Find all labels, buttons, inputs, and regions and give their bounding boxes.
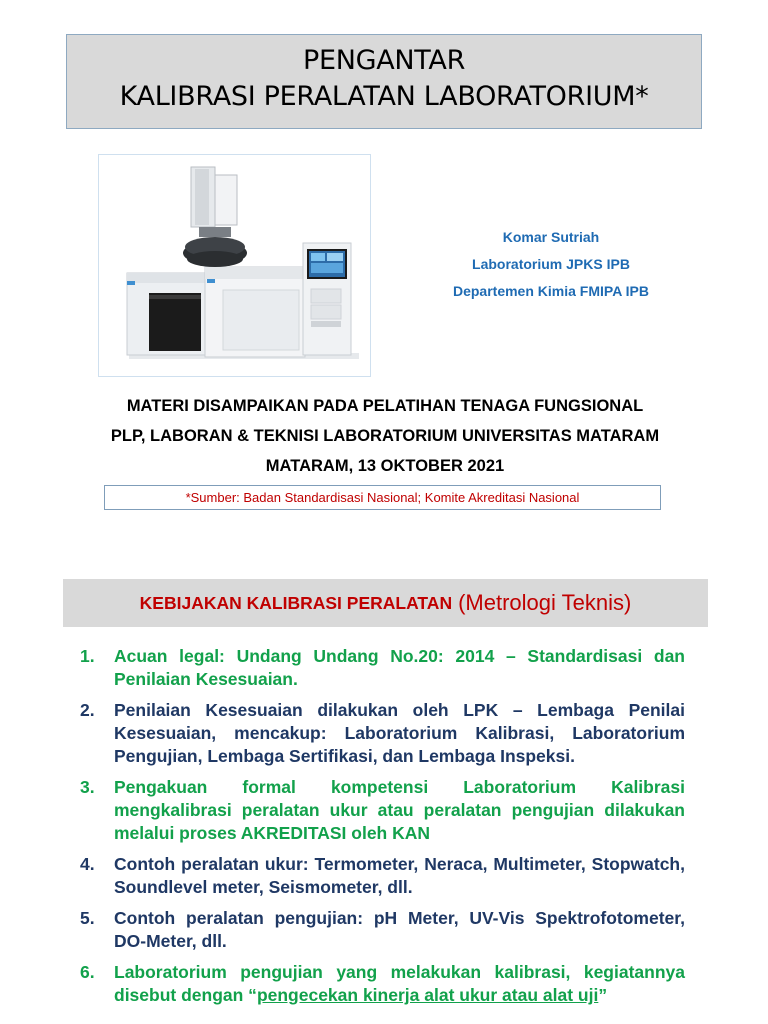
item-number: 3. bbox=[80, 777, 95, 797]
author-lab: Laboratorium JPKS IPB bbox=[472, 256, 630, 272]
author-block bbox=[400, 224, 702, 305]
item-number: 5. bbox=[80, 908, 95, 928]
list-item bbox=[80, 853, 685, 899]
instrument-photo bbox=[98, 154, 371, 377]
list-item bbox=[80, 907, 685, 953]
source-note: *Sumber: Badan Standardisasi Nasional; Komite Akreditasi Nasional bbox=[104, 485, 661, 510]
materi-line-3: MATARAM, 13 OKTOBER 2021 bbox=[265, 457, 505, 475]
title-line-2: KALIBRASI PERALATAN LABORATORIUM* bbox=[119, 81, 649, 112]
slide1-title bbox=[66, 34, 702, 129]
header-main: KEBIJAKAN KALIBRASI PERALATAN bbox=[139, 592, 453, 613]
item-text bbox=[114, 961, 685, 1007]
slide2-header bbox=[63, 579, 708, 627]
materi-block bbox=[60, 391, 710, 481]
list-item bbox=[80, 645, 685, 691]
item-text-underlined: pengecekan kinerja alat ukur atau alat uji bbox=[256, 985, 599, 1005]
list-item bbox=[80, 699, 685, 768]
item-number: 2. bbox=[80, 700, 95, 720]
item-number: 4. bbox=[80, 854, 95, 874]
gc-ms-instrument-icon bbox=[99, 155, 370, 376]
item-text: Contoh peralatan pengujian: pH Meter, UV-Vis Spektrofotometer, DO-Meter, dll. bbox=[114, 908, 685, 951]
item-text: Contoh peralatan ukur: Termometer, Neraca, Multimeter, Stopwatch, Soundlevel meter, Seismometer, dll. bbox=[114, 854, 685, 897]
list-item bbox=[80, 776, 685, 845]
author-department: Departemen Kimia FMIPA IPB bbox=[452, 283, 650, 299]
materi-line-2: PLP, LABORAN & TEKNISI LABORATORIUM UNIVERSITAS MATARAM bbox=[110, 427, 660, 445]
item-text-before: Laboratorium pengujian yang melakukan kalibrasi, kegiatannya disebut dengan “ bbox=[114, 962, 685, 1005]
policy-list bbox=[80, 645, 685, 1015]
item-text: Penilaian Kesesuaian dilakukan oleh LPK – Lembaga Penilai Kesesuaian, mencakup: Laboratorium Kalibrasi, Laboratorium Pengujian, Lembaga Sertifikasi, dan Lembaga Inspeksi. bbox=[114, 700, 685, 766]
item-text: Acuan legal: Undang Undang No.20: 2014 – Standardisasi dan Penilaian Kesesuaian. bbox=[114, 646, 685, 689]
item-number: 1. bbox=[80, 646, 95, 666]
item-text: Pengakuan formal kompetensi Laboratorium Kalibrasi mengkalibrasi peralatan ukur atau peralatan pengujian dilakukan melalui proses AKREDITASI oleh KAN bbox=[114, 777, 685, 843]
title-line-1: PENGANTAR bbox=[302, 45, 466, 76]
item-number: 6. bbox=[80, 962, 95, 982]
item-text-after: ” bbox=[598, 985, 608, 1005]
header-sub: (Metrologi Teknis) bbox=[458, 590, 632, 615]
author-name: Komar Sutriah bbox=[502, 229, 600, 245]
list-item bbox=[80, 961, 685, 1007]
materi-line-1: MATERI DISAMPAIKAN PADA PELATIHAN TENAGA FUNGSIONAL bbox=[126, 397, 644, 415]
